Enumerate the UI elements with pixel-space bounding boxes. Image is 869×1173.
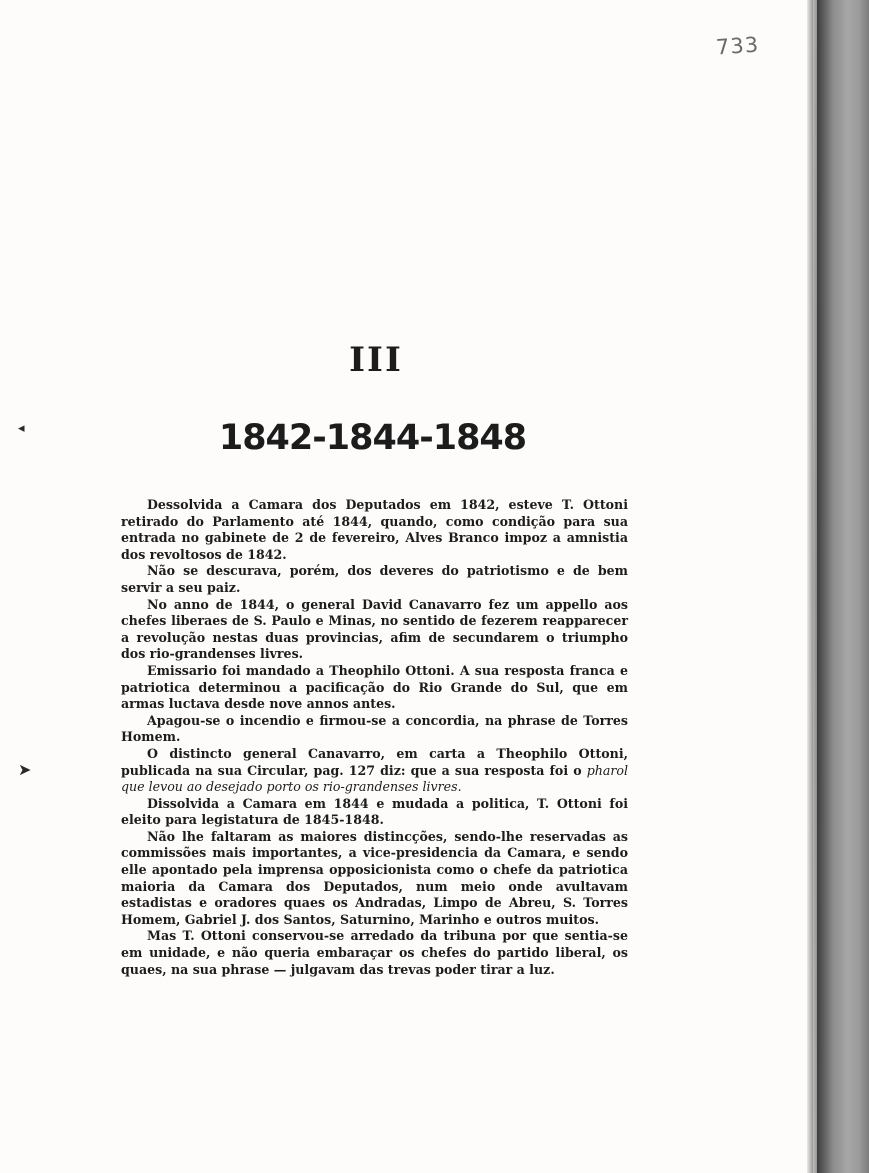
paragraph: Apagou-se o incendio e firmou-se a concordia, na phrase de Torres Homem.	[121, 712, 628, 745]
paragraph: Emissario foi mandado a Theophilo Ottoni. A sua resposta franca e patriotica determinou a pacificação do Rio Grande do Sul, que em armas luctava desde nove annos antes.	[121, 662, 628, 712]
margin-arrow-mark: ◂	[18, 421, 25, 436]
chapter-title: 1842-1844-1848	[218, 418, 527, 458]
margin-pointer-mark: ➤	[18, 760, 32, 779]
paragraph: Dessolvida a Camara dos Deputados em 1842, esteve T. Ottoni retirado do Parlamento até 1844, quando, como condição para sua entrada no gabinete de 2 de fevereiro, Alves Branco impoz a amnistia dos revoltosos de 1842.	[121, 497, 628, 562]
paragraph-text: O distincto general Canavarro, em carta a Theophilo Ottoni, publicada na sua Circular, pag. 127 diz: que a sua resposta foi o	[121, 745, 628, 778]
italic-quote: pharol que levou ao desejado porto os rio-grandenses livres.	[121, 762, 628, 795]
paragraph	[121, 746, 628, 796]
chapter-number: III	[349, 340, 403, 380]
chapter-body	[121, 497, 628, 978]
paragraph: Mas T. Ottoni conservou-se arredado da tribuna por que sentia-se em unidade, e não queria embaraçar os chefes do partido liberal, os quaes, na sua phrase — julgavam das trevas poder tirar a luz.	[121, 928, 628, 977]
paragraph: No anno de 1844, o general David Canavarro fez um appello aos chefes liberaes de S. Paulo e Minas, no sentido de fezerem reapparecer a revolução nestas duas provincias, afim de secundarem o triumpho dos rio-grandenses livres.	[121, 596, 628, 662]
paragraph: Dissolvida a Camara em 1844 e mudada a politica, T. Ottoni foi eleito para legistatura de 1845-1848.	[121, 795, 628, 828]
page-number: 733	[715, 32, 760, 60]
paragraph: Não se descurava, porém, dos deveres do patriotismo e de bem servir a seu paiz.	[121, 563, 628, 595]
paragraph: Não lhe faltaram as maiores distincções, sendo-lhe reservadas as commissões mais importantes, a vice-presidencia da Camara, e sendo elle apontado pela imprensa opposicionista como o chefe da patriotica maioria da Camara dos Deputados, num meio onde avultavam estadistas e oradores quaes os Andradas, Limpo de Abreu, S. Torres Homem, Gabriel J. dos Santos, Saturnino, Marinho e outros muitos.	[121, 828, 628, 927]
binding-shadow	[813, 0, 817, 1173]
